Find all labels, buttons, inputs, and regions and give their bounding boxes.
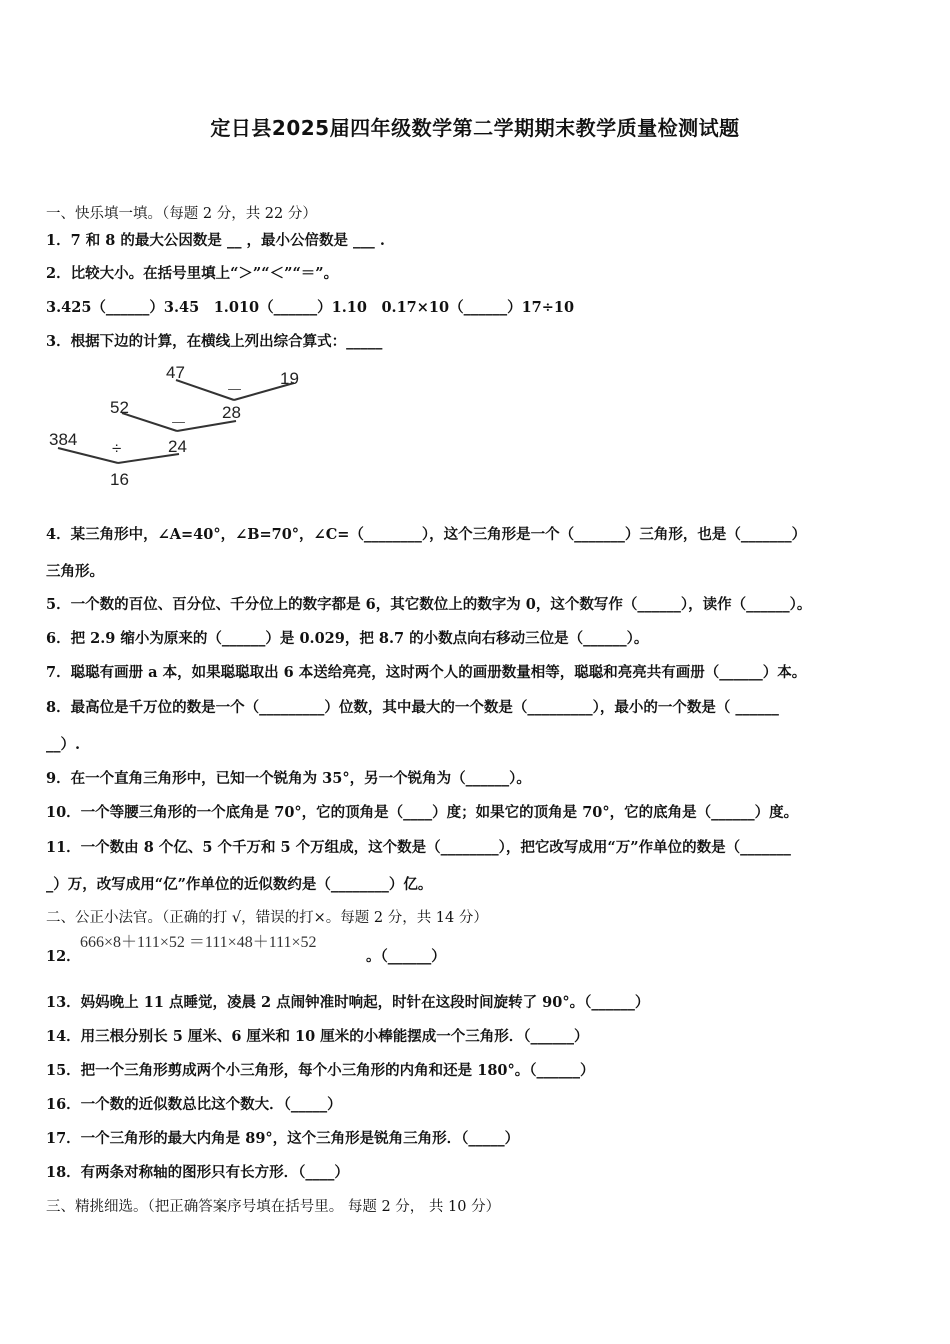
- question-12-number: 12．: [46, 948, 81, 965]
- question-9: 9．在一个直角三角形中，已知一个锐角为 35°，另一个锐角为（______）。: [46, 770, 531, 787]
- tree-number-24: 24: [168, 437, 187, 456]
- calculation-tree-diagram: [44, 358, 314, 493]
- question-4: 4．某三角形中，∠A=40°，∠B=70°，∠C=（________），这个三角形是一个（_______）三角形，也是（_______）: [46, 526, 807, 543]
- question-2: 2．比较大小。在括号里填上“＞”“＜”“＝”。: [46, 265, 339, 282]
- question-12-formula: 666×8＋111×52 ＝111×48＋111×52: [80, 934, 317, 951]
- question-10: 10．一个等腰三角形的一个底角是 70°，它的顶角是（____）度；如果它的顶角是 70°，它的底角是（______）度。: [46, 804, 799, 821]
- question-15: 15．把一个三角形剪成两个小三角形，每个小三角形的内角和还是 180°。（______）: [46, 1062, 595, 1079]
- tree-operator-divide: ÷: [112, 439, 122, 458]
- question-12-answer: 。（______）: [366, 948, 446, 965]
- question-2-items: 3.425（______）3.45 1.010（______）1.10 0.17×10（______）17÷10: [46, 299, 575, 316]
- question-3: 3．根据下边的计算，在横线上列出综合算式：_____: [46, 333, 383, 350]
- tree-number-19: 19: [280, 369, 299, 388]
- question-5: 5．一个数的百位、百分位、千分位上的数字都是 6，其它数位上的数字为 0，这个数写作（______），读作（______）。: [46, 596, 812, 613]
- question-6: 6．把 2.9 缩小为原来的（______）是 0.029，把 8.7 的小数点向右移动三位是（______）。: [46, 630, 649, 647]
- question-7: 7．聪聪有画册 a 本，如果聪聪取出 6 本送给亮亮，这时两个人的画册数量相等，聪聪和亮亮共有画册（______）本。: [46, 664, 807, 681]
- question-17: 17．一个三角形的最大内角是 89°，这个三角形是锐角三角形．（_____）: [46, 1130, 520, 1147]
- tree-number-52: 52: [110, 398, 129, 417]
- tree-line: [122, 413, 177, 431]
- tree-number-16: 16: [110, 470, 129, 489]
- question-13: 13．妈妈晚上 11 点睡觉，凌晨 2 点闹钟准时响起，时针在这段时间旋转了 90°。（______）: [46, 994, 650, 1011]
- tree-operator-minus: －: [170, 414, 187, 433]
- question-14: 14．用三根分别长 5 厘米、6 厘米和 10 厘米的小棒能摆成一个三角形．（______）: [46, 1028, 589, 1045]
- question-1: 1．7 和 8 的最大公因数是 __ ，最小公倍数是 ___ .: [46, 232, 385, 249]
- question-16: 16．一个数的近似数总比这个数大．（_____）: [46, 1096, 342, 1113]
- question-4-continued: 三角形。: [46, 563, 104, 580]
- question-8: 8．最高位是千万位的数是一个（_________）位数，其中最大的一个数是（_________），最小的一个数是（ ______: [46, 699, 779, 716]
- section-1-heading: 一、快乐填一填。（每题 2 分，共 22 分）: [46, 206, 317, 222]
- tree-number-28: 28: [222, 403, 241, 422]
- question-18: 18．有两条对称轴的图形只有长方形．（____）: [46, 1164, 349, 1181]
- section-2-heading: 二、公正小法官。（正确的打 √，错误的打×。每题 2 分，共 14 分）: [46, 910, 488, 926]
- section-3-heading: 三、精挑细选。（把正确答案序号填在括号里。 每题 2 分， 共 10 分）: [46, 1199, 501, 1215]
- question-11: 11．一个数由 8 个亿、5 个千万和 5 个万组成，这个数是（________），把它改写成用“万”作单位的数是（_______: [46, 839, 791, 856]
- tree-number-384: 384: [49, 430, 78, 449]
- page-title: 定日县2025届四年级数学第二学期期末教学质量检测试题: [210, 116, 740, 140]
- question-11-continued: _）万，改写成用“亿”作单位的近似数约是（________）亿。: [46, 876, 433, 893]
- tree-operator-minus: －: [226, 381, 243, 400]
- question-8-continued: __）.: [46, 736, 81, 753]
- tree-number-47: 47: [166, 363, 185, 382]
- tree-line: [58, 448, 118, 463]
